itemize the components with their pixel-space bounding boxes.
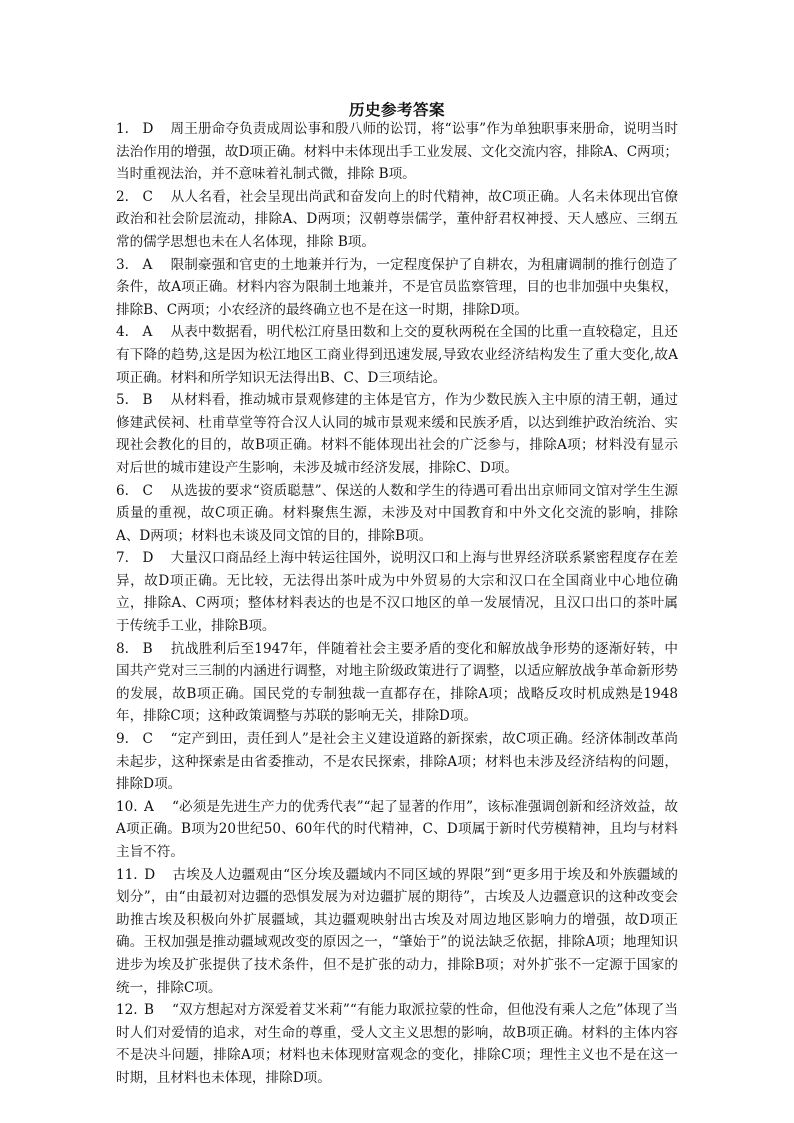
answer-option: C (142, 731, 153, 748)
answer-item-6 (116, 480, 678, 548)
answer-explanation: “定产到田，责任到人”是社会主义建设道路的新探索，故C项正确。经济体制改革尚未起步，这种探索是由省委推动，不是农民探索，排除A项；材料也未涉及经济结构的问题，排除D项。 (116, 731, 678, 793)
answer-item-4 (116, 321, 678, 389)
answer-item-1 (116, 118, 678, 186)
answer-explanation: 从人名看，社会呈现出尚武和奋发向上的时代精神，故C项正确。人名未体现出官僚政治和社会阶层流动，排除A、D两项；汉朝尊崇儒学，董仲舒君权神授、天人感应、三纲五常的儒学思想也未在人名体现，排除 B项。 (116, 188, 678, 250)
answer-item-2 (116, 186, 678, 254)
answer-option: D (142, 550, 154, 567)
answer-item-11 (116, 864, 678, 1000)
answer-number: 8. (116, 640, 129, 657)
answer-number: 12. (116, 1002, 138, 1019)
answer-item-5 (116, 389, 678, 479)
answer-number: 4. (116, 324, 129, 341)
answer-option: A (144, 798, 154, 815)
answer-item-12 (116, 999, 678, 1089)
answer-option: A (142, 256, 153, 273)
answer-option: C (142, 188, 153, 205)
answer-option: D (144, 866, 156, 883)
answer-explanation: 从材料看，推动城市景观修建的主体是官方，作为少数民族入主中原的清王朝，通过修建武侯祠、杜甫草堂等符合汉人认同的城市景观来缓和民族矛盾，以达到维护政治统治、实现社会教化的目的，故B项正确。材料不能体现出社会的广泛参与，排除A项；材料没有显示对后世的城市建设产生影响，未涉及城市经济发展，排除C、D项。 (116, 392, 678, 476)
answer-option: D (142, 121, 154, 137)
answer-explanation: 古埃及人边疆观由“区分埃及疆域内不同区域的界限”到“更多用于埃及和外族疆域的划分”，由“由最初对边疆的恐惧发展为对边疆扩展的期待”，古埃及人边疆意识的这种改变会助推古埃及积极向外扩展疆域，其边疆观映射出古埃及对周边地区影响力的增强，故D项正确。王权加强是推动疆域观改变的原因之一，“肇始于”的说法缺乏依据，排除A项；地理知识进步为埃及扩张提供了技术条件，但不是扩张的动力，排除B项；对外扩张不一定源于国家的统一，排除C项。 (116, 866, 678, 996)
answer-explanation: 大量汉口商品经上海中转运往国外，说明汉口和上海与世界经济联系紧密程度存在差异，故D项正确。无比较，无法得出茶叶成为中外贸易的大宗和汉口在全国商业中心地位确立，排除A、C两项；整体材料表达的也是不汉口地区的单一发展情况，且汉口出口的茶叶属于传统手工业，排除B项。 (116, 550, 678, 635)
answer-explanation: 从选拔的要求“资质聪慧”、保送的人数和学生的待遇可看出出京师同文馆对学生生源质量的重视，故C项正确。材料聚焦生源，未涉及对中国教育和中外文化交流的影响，排除A、D两项；材料也未谈及同文馆的目的，排除B项。 (116, 482, 678, 544)
answer-explanation: 限制豪强和官吏的土地兼并行为，一定程度保护了自耕农，为租庸调制的推行创造了条件，故A项正确。材料内容为限制土地兼并，不是官员监察管理，目的也非加强中央集权，排除B、C两项；小农经济的最终确立也不是在这一时期，排除D项。 (116, 256, 678, 318)
answer-item-10 (116, 796, 678, 864)
answer-option: A (142, 324, 153, 341)
answer-number: 11. (116, 866, 138, 883)
answer-explanation: 抗战胜利后至1947年，伴随着社会主要矛盾的变化和解放战争形势的逐渐好转，中国共产党对三三制的内涵进行调整，对地主阶级政策进行了调整，以适应解放战争革命新形势的发展，故B项正确。国民党的专制独裁一直都存在，排除A项；战略反攻时机成熟是1948年，排除C项；这种政策调整与苏联的影响无关，排除D项。 (116, 640, 678, 725)
answer-item-9 (116, 728, 678, 796)
answer-number: 6. (116, 482, 129, 499)
answer-item-7 (116, 547, 678, 637)
answer-item-8 (116, 638, 678, 728)
answer-option: B (142, 392, 153, 409)
answer-explanation: 从表中数据看，明代松江府垦田数和上交的夏秋两税在全国的比重一直较稳定，且还有下降的趋势,这是因为松江地区工商业得到迅速发展,导致农业经济结构发生了重大变化,故A项正确。材料和所学知识无法得出B、C、D三项结论。 (116, 324, 678, 386)
answer-number: 2. (116, 188, 129, 205)
answer-option: C (142, 482, 153, 499)
answer-item-3 (116, 254, 678, 322)
answer-number: 10. (116, 798, 138, 815)
answer-list (116, 118, 678, 1090)
answer-number: 7. (116, 550, 129, 567)
answer-number: 9. (116, 731, 129, 748)
answer-explanation: 周王册命夺负责成周讼事和殷八师的讼罚，将“讼事”作为单独职事来册命，说明当时法治作用的增强，故D项正确。材料中未体现出手工业发展、文化交流内容，排除A、C两项；当时重视法治，并不意味着礼制式微，排除 B项。 (116, 121, 678, 183)
answer-number: 3. (116, 256, 129, 273)
page-title: 历史参考答案 (348, 100, 445, 119)
answer-explanation: “必须是先进生产力的优秀代表”“起了显著的作用”，该标准强调创新和经济效益，故A项正确。B项为20世纪50、60年代的时代精神，C、D项属于新时代劳模精神，且均与材料主旨不符。 (116, 798, 678, 860)
answer-option: B (142, 640, 153, 657)
answer-number: 5. (116, 392, 129, 409)
answer-number: 1. (116, 121, 129, 137)
answer-option: B (144, 1002, 155, 1019)
answer-explanation: “双方想起对方深爱着艾米莉”“有能力取派拉蒙的性命，但他没有乘人之危”体现了当时人们对爱情的追求，对生命的尊重，受人文主义思想的影响，故B项正确。材料的主体内容不是决斗问题，排除A项；材料也未体现财富观念的变化，排除C项；理性主义也不是在这一时期，且材料也未体现，排除D项。 (116, 1002, 678, 1086)
